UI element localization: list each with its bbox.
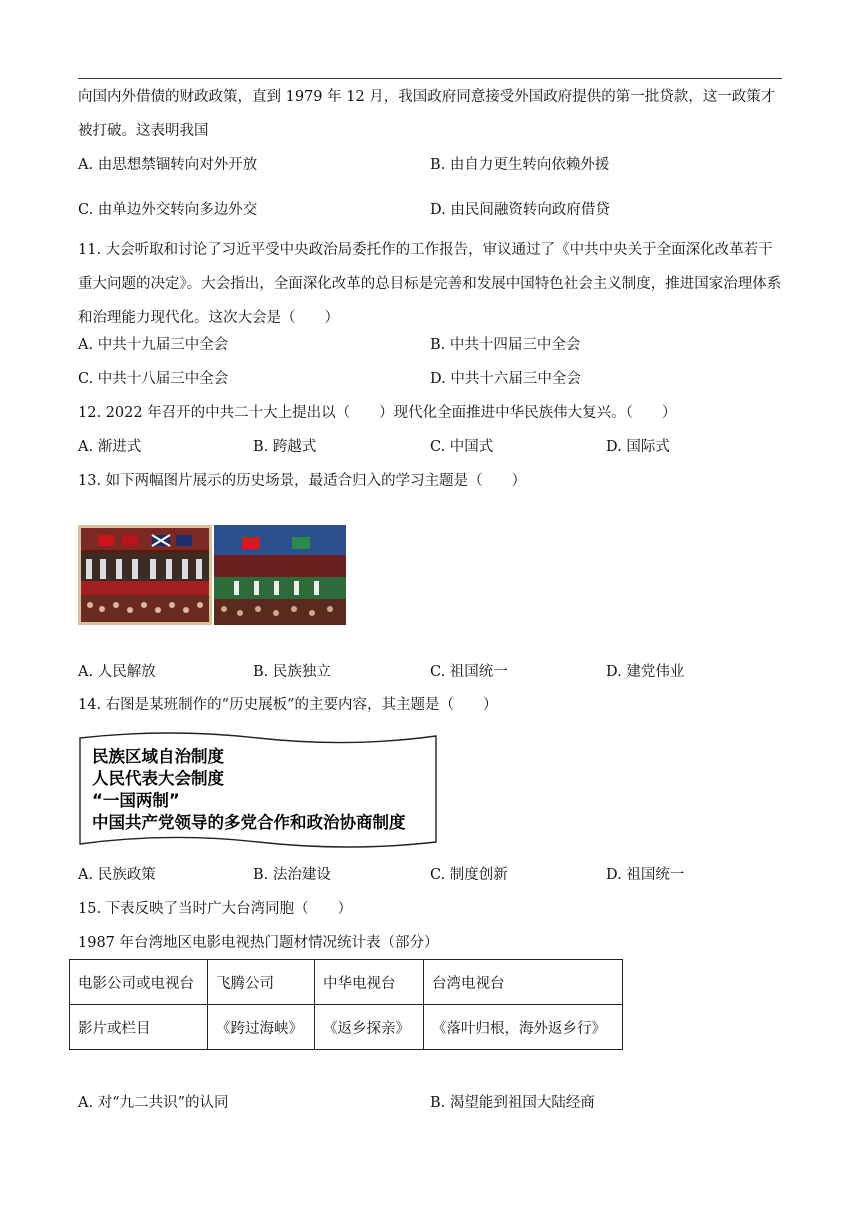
q12-option-b: B. 跨越式 xyxy=(253,439,317,455)
board-line-2: 人民代表大会制度 xyxy=(92,769,224,788)
q10-option-a: A. 由思想禁锢转向对外开放 xyxy=(78,157,258,173)
table-cell: 飞腾公司 xyxy=(208,960,315,1005)
table-cell: 中华电视台 xyxy=(315,960,424,1005)
q13-stem: 13. 如下两幅图片展示的历史场景，最适合归入的学习主题是（ ） xyxy=(78,473,527,489)
q13-option-a: A. 人民解放 xyxy=(78,664,156,680)
board-line-4: 中国共产党领导的多党合作和政治协商制度 xyxy=(92,813,406,832)
q11-option-a: A. 中共十九届三中全会 xyxy=(78,337,229,353)
q11-option-b: B. 中共十四届三中全会 xyxy=(430,337,581,353)
table-cell: 《落叶归根，海外返乡行》 xyxy=(424,1005,623,1050)
q13-option-c: C. 祖国统一 xyxy=(430,664,508,680)
q12-option-a: A. 渐进式 xyxy=(78,439,142,455)
q12-stem: 12. 2022 年召开的中共二十大上提出以（ ）现代化全面推进中华民族伟大复兴。（ ） xyxy=(78,405,677,421)
handover-photo-2 xyxy=(214,525,346,625)
q14-option-c: C. 制度创新 xyxy=(430,867,508,883)
header-rule xyxy=(78,78,782,79)
q10-option-d: D. 由民间融资转向政府借贷 xyxy=(430,202,610,218)
q13-option-d: D. 建党伟业 xyxy=(606,664,685,680)
table-row xyxy=(70,1005,623,1050)
table-cell: 《返乡探亲》 xyxy=(315,1005,424,1050)
handover-photo-1 xyxy=(78,525,212,625)
q12-option-c: C. 中国式 xyxy=(430,439,494,455)
table-cell: 台湾电视台 xyxy=(424,960,623,1005)
q10-option-b: B. 由自力更生转向依赖外援 xyxy=(430,157,610,173)
q13-option-b: B. 民族独立 xyxy=(253,664,331,680)
table-row xyxy=(70,960,623,1005)
table-cell: 《跨过海峡》 xyxy=(208,1005,315,1050)
q10-option-c: C. 由单边外交转向多边外交 xyxy=(78,202,258,218)
q11-option-c: C. 中共十八届三中全会 xyxy=(78,371,229,387)
q11-stem: 11. 大会听取和讨论了习近平受中央政治局委托作的工作报告，审议通过了《中共中央关于全面深化改革若干重大问题的决定》。大会指出，全面深化改革的总目标是完善和发展中国特色社会主义制度，推进国家治理体系和治理能力现代化。这次大会是（ ） xyxy=(78,242,782,326)
board-line-1: 民族区域自治制度 xyxy=(92,747,224,766)
q14-option-b: B. 法治建设 xyxy=(253,867,331,883)
board-text xyxy=(92,746,406,834)
q14-option-a: A. 民族政策 xyxy=(78,867,156,883)
q12-option-d: D. 国际式 xyxy=(606,439,670,455)
stats-table xyxy=(69,959,623,1050)
history-display-board xyxy=(78,730,438,852)
q15-option-a: A. 对“九二共识”的认同 xyxy=(78,1095,229,1111)
q14-option-d: D. 祖国统一 xyxy=(606,867,685,883)
q14-stem: 14. 右图是某班制作的“历史展板”的主要内容，其主题是（ ） xyxy=(78,697,498,713)
board-line-3: “一国两制” xyxy=(92,791,180,810)
q10-stem: 向国内外借债的财政政策，直到 1979 年 12 月，我国政府同意接受外国政府提供的第一批贷款，这一政策才被打破。这表明我国 xyxy=(78,89,776,139)
table-title: 1987 年台湾地区电影电视热门题材情况统计表（部分） xyxy=(78,935,439,951)
q15-stem: 15. 下表反映了当时广大台湾同胞（ ） xyxy=(78,901,353,917)
table-cell: 电影公司或电视台 xyxy=(70,960,208,1005)
q11-option-d: D. 中共十六届三中全会 xyxy=(430,371,581,387)
table-cell: 影片或栏目 xyxy=(70,1005,208,1050)
q15-option-b: B. 渴望能到祖国大陆经商 xyxy=(430,1095,595,1111)
